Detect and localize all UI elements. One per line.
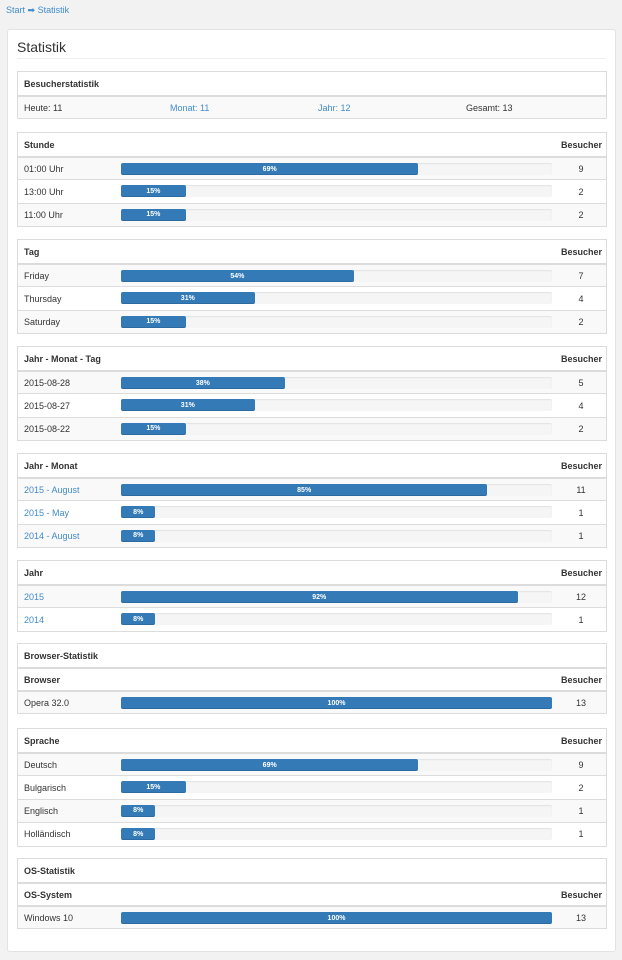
progress-bar: 15% xyxy=(121,781,186,793)
row-label: Holländisch xyxy=(24,829,71,840)
table-row xyxy=(18,752,606,775)
years-header-row xyxy=(18,561,606,584)
progress-bar: 8% xyxy=(121,805,155,817)
row-label: 2015-08-22 xyxy=(24,423,71,434)
summary-total: Gesamt: 13 xyxy=(466,102,513,113)
years-column-header: Jahr xyxy=(24,567,44,578)
progress-track xyxy=(121,697,552,709)
os-section-title: OS-Statistik xyxy=(24,865,76,876)
visitor-count: 12 xyxy=(575,591,586,602)
table-row xyxy=(18,607,606,630)
progress-bar: 8% xyxy=(121,828,155,840)
progress-track xyxy=(121,912,552,924)
row-label: 01:00 Uhr xyxy=(24,163,64,174)
visitor-count: 5 xyxy=(578,377,584,388)
visitor-count: 1 xyxy=(578,507,584,518)
progress-track xyxy=(121,185,552,197)
table-row xyxy=(18,156,606,179)
row-label: Thursday xyxy=(24,293,62,304)
years-visitors-header: Besucher xyxy=(560,567,602,578)
progress-bar: 15% xyxy=(121,316,186,328)
visitor-count: 4 xyxy=(578,293,584,304)
os-column-header: OS-System xyxy=(24,889,73,900)
progress-bar: 54% xyxy=(121,270,354,282)
months-visitors-header: Besucher xyxy=(560,460,602,471)
summary-header-row xyxy=(18,72,606,95)
hours-visitors-header: Besucher xyxy=(560,139,602,150)
progress-track xyxy=(121,613,552,625)
row-label: Englisch xyxy=(24,805,59,816)
browser-column-header: Browser xyxy=(24,674,61,685)
table-row xyxy=(18,310,606,333)
progress-bar: 100% xyxy=(121,912,552,924)
visitor-count: 1 xyxy=(578,614,584,625)
progress-track xyxy=(121,781,552,793)
months-header-row xyxy=(18,454,606,477)
visitor-count: 13 xyxy=(575,912,586,923)
progress-track xyxy=(121,163,552,175)
visitor-count: 13 xyxy=(575,697,586,708)
progress-bar: 15% xyxy=(121,423,186,435)
browser-title-row xyxy=(18,644,606,667)
visitor-summary-table xyxy=(17,71,607,119)
months-column-header: Jahr - Monat xyxy=(24,460,78,471)
year-link[interactable]: 2015 xyxy=(24,591,45,602)
progress-track xyxy=(121,399,552,411)
summary-values-row xyxy=(18,95,606,118)
progress-bar: 31% xyxy=(121,399,255,411)
days-header-row xyxy=(18,240,606,263)
breadcrumb-current-link[interactable]: Statistik xyxy=(37,5,70,15)
table-row xyxy=(18,799,606,822)
visitor-count: 4 xyxy=(578,400,584,411)
dates-table xyxy=(17,346,607,441)
visitor-count: 2 xyxy=(578,782,584,793)
row-label: Opera 32.0 xyxy=(24,697,70,708)
progress-track xyxy=(121,270,552,282)
breadcrumb xyxy=(6,4,69,16)
progress-track xyxy=(121,423,552,435)
progress-track xyxy=(121,209,552,221)
years-table xyxy=(17,560,607,632)
table-row xyxy=(18,393,606,416)
browser-header-row xyxy=(18,667,606,690)
hours-column-header: Stunde xyxy=(24,139,55,150)
table-row xyxy=(18,417,606,440)
progress-bar: 69% xyxy=(121,759,418,771)
title-divider xyxy=(17,58,606,59)
progress-bar: 15% xyxy=(121,185,186,197)
progress-bar: 15% xyxy=(121,209,186,221)
table-row xyxy=(18,370,606,393)
visitor-count: 1 xyxy=(578,829,584,840)
table-row xyxy=(18,500,606,523)
page-title: Statistik xyxy=(17,39,67,55)
os-header-row xyxy=(18,882,606,905)
table-row xyxy=(18,584,606,607)
visitor-count: 2 xyxy=(578,423,584,434)
visitor-count: 1 xyxy=(578,805,584,816)
row-label: 11:00 Uhr xyxy=(24,209,63,220)
os-title-row xyxy=(18,859,606,882)
progress-bar: 8% xyxy=(121,506,155,518)
row-label: Bulgarisch xyxy=(24,782,67,793)
progress-track xyxy=(121,591,552,603)
summary-month-link[interactable]: Monat: 11 xyxy=(170,102,210,113)
progress-bar: 85% xyxy=(121,484,487,496)
days-table xyxy=(17,239,607,334)
visitor-count: 9 xyxy=(578,759,584,770)
languages-header-row xyxy=(18,729,606,752)
table-row xyxy=(18,822,606,845)
progress-track xyxy=(121,484,552,496)
months-table xyxy=(17,453,607,548)
row-label: Saturday xyxy=(24,316,61,327)
table-row xyxy=(18,286,606,309)
progress-bar: 92% xyxy=(121,591,518,603)
table-row xyxy=(18,690,606,713)
dates-visitors-header: Besucher xyxy=(560,353,602,364)
languages-visitors-header: Besucher xyxy=(560,735,602,746)
breadcrumb-home-link[interactable]: Start xyxy=(6,5,26,15)
progress-bar: 38% xyxy=(121,377,285,389)
languages-column-header: Sprache xyxy=(24,735,60,746)
row-label: Deutsch xyxy=(24,759,58,770)
month-link[interactable]: 2014 - August xyxy=(24,530,80,541)
progress-track xyxy=(121,805,552,817)
table-row xyxy=(18,524,606,547)
summary-today: Heute: 11 xyxy=(24,102,63,113)
row-label: Windows 10 xyxy=(24,912,74,923)
browser-table xyxy=(17,643,607,714)
visitor-count: 11 xyxy=(576,484,586,495)
progress-bar: 8% xyxy=(121,530,155,542)
visitor-count: 9 xyxy=(578,163,584,174)
progress-bar: 8% xyxy=(121,613,155,625)
summary-year-link[interactable]: Jahr: 12 xyxy=(318,102,351,113)
browser-visitors-header: Besucher xyxy=(560,674,602,685)
progress-track xyxy=(121,759,552,771)
hours-header-row xyxy=(18,133,606,156)
days-column-header: Tag xyxy=(24,246,40,257)
progress-track xyxy=(121,377,552,389)
os-table xyxy=(17,858,607,929)
row-label: 2015-08-28 xyxy=(24,377,71,388)
browser-section-title: Browser-Statistik xyxy=(24,650,99,661)
row-label: 13:00 Uhr xyxy=(24,186,64,197)
table-row xyxy=(18,263,606,286)
visitor-count: 2 xyxy=(578,186,584,197)
progress-bar: 69% xyxy=(121,163,418,175)
visitor-count: 1 xyxy=(578,530,584,541)
table-row xyxy=(18,905,606,928)
row-label: 2015-08-27 xyxy=(24,400,71,411)
progress-track xyxy=(121,506,552,518)
table-row xyxy=(18,203,606,226)
row-label: Friday xyxy=(24,270,50,281)
visitor-count: 7 xyxy=(578,270,584,281)
progress-track xyxy=(121,292,552,304)
arrow-right-icon: ➡ xyxy=(27,5,36,15)
dates-header-row xyxy=(18,347,606,370)
month-link[interactable]: 2015 - May xyxy=(24,507,70,518)
visitor-count: 2 xyxy=(578,209,584,220)
summary-title: Besucherstatistik xyxy=(24,78,100,89)
os-visitors-header: Besucher xyxy=(560,889,602,900)
progress-track xyxy=(121,316,552,328)
table-row xyxy=(18,775,606,798)
languages-table xyxy=(17,728,607,847)
visitor-count: 2 xyxy=(578,316,584,327)
hours-table xyxy=(17,132,607,227)
month-link[interactable]: 2015 - August xyxy=(24,484,80,495)
progress-bar: 100% xyxy=(121,697,552,709)
progress-track xyxy=(121,530,552,542)
table-row xyxy=(18,477,606,500)
progress-bar: 31% xyxy=(121,292,255,304)
statistics-panel xyxy=(7,29,616,952)
dates-column-header: Jahr - Monat - Tag xyxy=(24,353,101,364)
days-visitors-header: Besucher xyxy=(560,246,602,257)
progress-track xyxy=(121,828,552,840)
year-link[interactable]: 2014 xyxy=(24,614,45,625)
table-row xyxy=(18,179,606,202)
